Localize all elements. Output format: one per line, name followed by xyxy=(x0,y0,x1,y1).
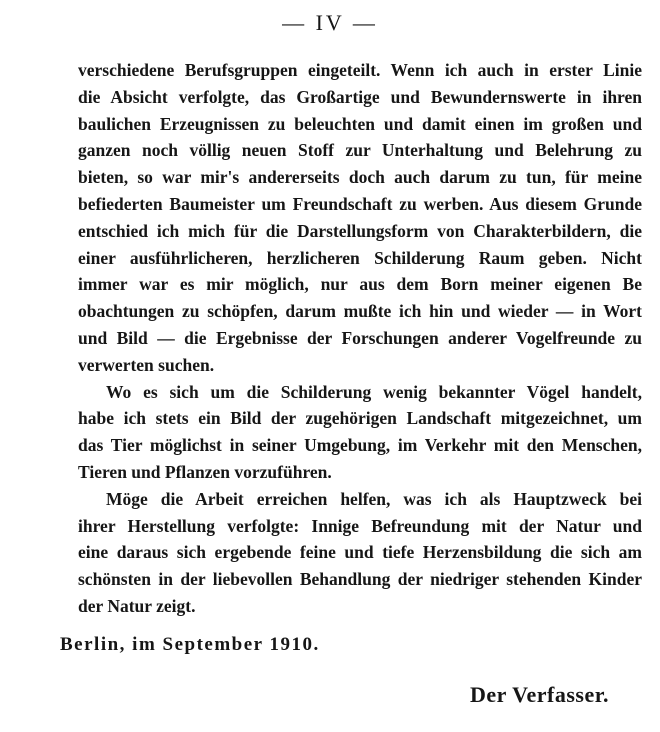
page-number-header: — IV — xyxy=(282,10,378,35)
text-line: ihrer Herstellung verfolgte: Innige Befreundung mit der Natur und xyxy=(78,515,642,536)
text-line: obachtungen zu schöpfen, darum mußte ich hin und wieder — in Wort xyxy=(78,301,642,322)
text-line: Wo es sich um die Schilderung wenig bekannter Vögel handelt, xyxy=(106,381,642,402)
text-line: Tieren und Pflanzen vorzuführen. xyxy=(78,461,332,482)
place-and-date: Berlin, im September 1910. xyxy=(60,634,320,655)
text-line: habe ich stets ein Bild der zugehörigen Landschaft mitgezeichnet, um xyxy=(78,408,642,429)
text-line: immer war es mir möglich, nur aus dem Born meiner eigenen Be xyxy=(78,274,642,295)
body-text xyxy=(78,57,642,620)
author-signature: Der Verfasser. xyxy=(470,682,609,707)
text-line: das Tier möglichst in seiner Umgebung, im Verkehr mit den Menschen, xyxy=(78,435,642,456)
text-line: Möge die Arbeit erreichen helfen, was ich als Hauptzweck bei xyxy=(106,488,642,509)
text-line: einer ausführlicheren, herzlicheren Schilderung Raum geben. Nicht xyxy=(78,247,642,268)
text-line: ganzen noch völlig neuen Stoff zur Unterhaltung und Belehrung zu xyxy=(78,140,642,161)
text-line: die Absicht verfolgte, das Großartige und Bewundernswerte in ihren xyxy=(78,86,642,107)
text-line: entschied ich mich für die Darstellungsform von Charakterbildern, die xyxy=(78,220,642,241)
text-line: der Natur zeigt. xyxy=(78,595,196,616)
text-line: baulichen Erzeugnissen zu beleuchten und damit einen im großen und xyxy=(78,113,642,134)
text-line: und Bild — die Ergebnisse der Forschungen anderer Vogelfreunde zu xyxy=(78,327,642,348)
text-line: verwerten suchen. xyxy=(78,354,215,375)
text-line: verschiedene Berufsgruppen eingeteilt. Wenn ich auch in erster Linie xyxy=(78,60,642,80)
text-line: bieten, so war mir's andererseits doch auch darum zu tun, für meine xyxy=(78,167,642,188)
text-line: befiederten Baumeister um Freundschaft zu werben. Aus diesem Grunde xyxy=(78,193,642,214)
text-line: schönsten in der liebevollen Behandlung der niedriger stehenden Kinder xyxy=(78,569,642,590)
text-line: eine daraus sich ergebende feine und tiefe Herzensbildung die sich am xyxy=(78,542,642,563)
